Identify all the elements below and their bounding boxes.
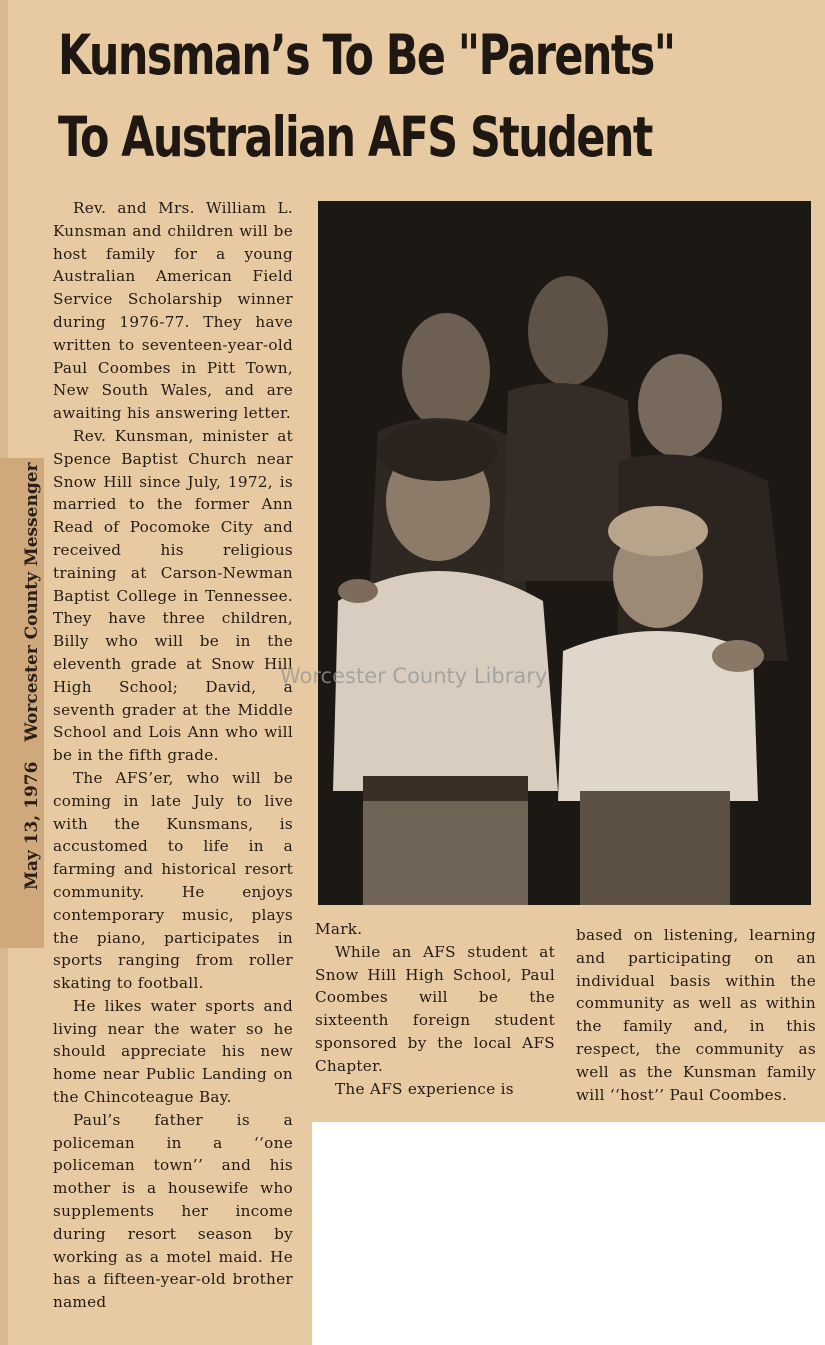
paragraph: based on listening, learning and participating on an individual basis within the community as well as within the family and, in this respect, the community as well as the Kunsman family will ‘‘host’’ Paul Coombes. [576, 926, 816, 1104]
paragraph: Paul’s father is a policeman in a ‘‘one policeman town’’ and his mother is a housewife who supplements her income during resort season by working as a motel maid. He has a fifteen-year-old brother named [53, 1110, 293, 1312]
paragraph: The AFS’er, who will be coming in late July to live with the Kunsmans, is accustomed to life in a farming and historical resort community. He enjoys contemporary music, plays the piano, participates in sports ranging from roller skating to football. [53, 768, 293, 993]
paragraph: While an AFS student at Snow Hill High School, Paul Coombes will be the sixteenth foreign student sponsored by the local AFS Chapter. [315, 942, 555, 1075]
date-stamp-text [22, 448, 42, 890]
family-photo [318, 201, 811, 905]
paragraph: Mark. [315, 920, 363, 938]
stamp-paper: Worcester County Messenger [22, 462, 42, 742]
article-column-3 [576, 924, 816, 1106]
headline-line-1: Kunsman’s To Be "Parents" [58, 23, 675, 87]
paragraph: He likes water sports and living near the water so he should appreciate his new home near Public Landing on the Chincoteague Bay. [53, 996, 293, 1107]
article-column-1 [53, 197, 293, 1314]
paragraph: Rev. and Mrs. William L. Kunsman and children will be host family for a young Australian American Field Service Scholarship winner during 1976-77. They have written to seventeen-year-old Paul Coombes in Pitt Town, New South Wales, and are awaiting his answering letter. [53, 199, 293, 423]
family-photo-image [318, 201, 811, 905]
headline [58, 14, 675, 178]
article-column-2 [315, 918, 555, 1100]
paragraph: The AFS experience is [335, 1079, 514, 1098]
headline-line-2: To Australian AFS Student [58, 105, 652, 169]
paragraph: Rev. Kunsman, minister at Spence Baptist Church near Snow Hill since July, 1972, is married to the former Ann Read of Pocomoke City and received his religious training at Carson-Newman Baptist College in Tennessee. They have three children, Billy who will be in the eleventh grade at Snow Hill High School; David, a seventh grader at the Middle School and Lois Ann who will be in the fifth grade. [53, 426, 293, 765]
stamp-date: May 13, 1976 [22, 761, 42, 890]
library-watermark: Worcester County Library [280, 664, 548, 688]
